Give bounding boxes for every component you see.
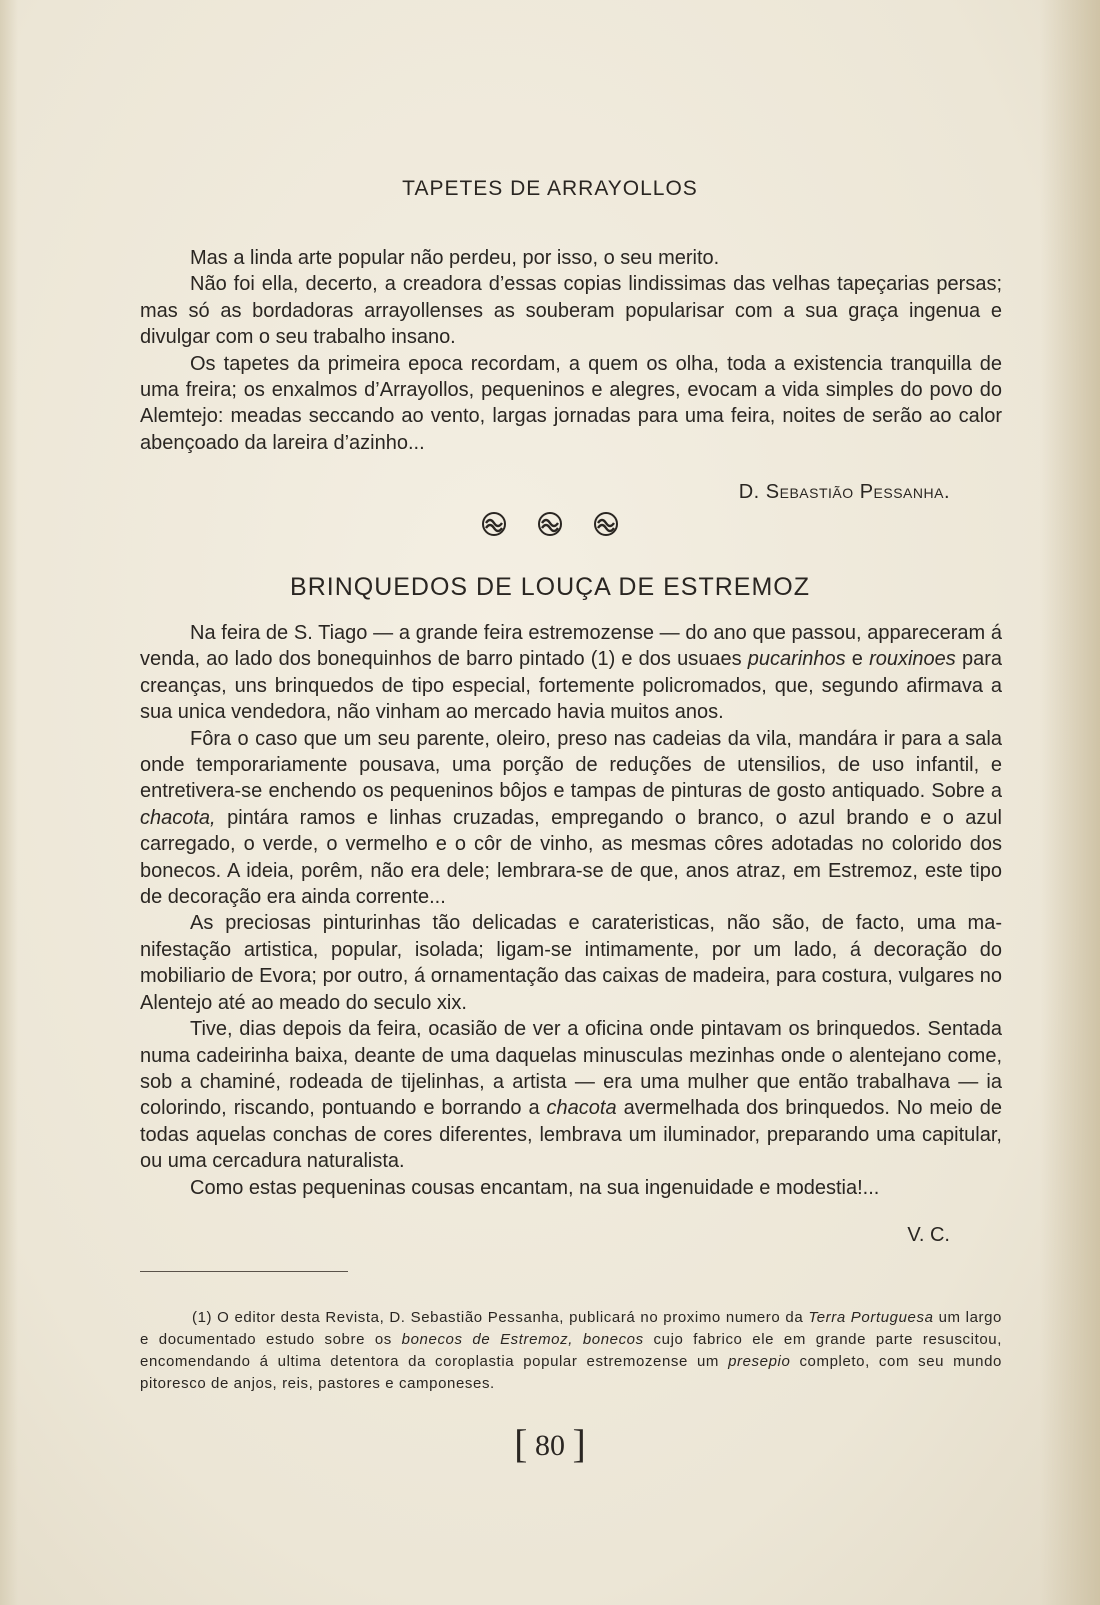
footnote-number: (1) <box>192 1309 213 1326</box>
footnote: (1) O editor desta Revista, D. Sebastião Pessanha, publicará no proximo numero da Terra Portuguesa um largo e documentado estudo sobre os bonecos de Estremoz, bonecos cujo fabrico ele em grande parte resuscitou, encomendando á ultima detentora da coroplastia popular estremozense um presepio completo, com seu mundo pitoresco de anjos, reis, pastores e camponeses. <box>140 1309 1002 1392</box>
leaf-fleuron-icon <box>592 510 620 543</box>
paragraph: Tive, dias depois da feira, ocasião de ver a oficina onde pintavam os brinquedos. Sentada numa cadeirinha baixa, deante de uma daquelas minusculas mezinhas onde o alentejano come, sob a chaminé, rodeada de tijelinhas, a artista — era uma mulher que então trabalhava — ia colorindo, riscando, pontuando e borrando a chacota avermelhada dos brinquedos. No meio de todas aquelas conchas de cores diferentes, lembrava um iluminador, preparando uma capitular, ou uma cercadura naturalista. <box>140 1018 1002 1173</box>
ornament-divider <box>0 510 1100 543</box>
section-brinquedos-text <box>140 620 1002 1201</box>
paragraph: Não foi ella, decerto, a creadora d’essas copias lindissimas das velhas tapeçarias persas; mas só as bordadoras arrayollenses as souberam popularisar com a sua graça ingenua e divulgar com o seu trabalho insano. <box>140 273 1002 349</box>
leaf-fleuron-icon <box>536 510 564 543</box>
footnote-rule <box>140 1271 348 1272</box>
leaf-fleuron-icon <box>480 510 508 543</box>
paragraph: Como estas pequeninas cousas encantam, na sua ingenuidade e modestia!... <box>190 1176 880 1199</box>
section-tapetes-text <box>140 245 1002 456</box>
page-number: [ 80 ] <box>514 1421 586 1466</box>
running-head: TAPETES DE ARRAYOLLOS <box>402 177 698 200</box>
author-signature: D. Sebastião Pessanha. <box>738 481 950 503</box>
page-edge-shadow-left <box>0 0 18 1605</box>
page-edge-shadow-right <box>1040 0 1100 1605</box>
section-title: BRINQUEDOS DE LOUÇA DE ESTREMOZ <box>290 573 810 601</box>
paragraph: Os tapetes da primeira epoca recordam, a quem os olha, toda a existencia tranquilla de uma freira; os enxalmos d’Arrayollos, pequeninos e alegres, evocam a vida simples do povo do Alemtejo: meadas seccando ao vento, largas jornadas para uma feira, noites de serão ao calor abençoado da lareira d’azinho... <box>140 352 1002 454</box>
author-signature: V. C. <box>907 1224 950 1246</box>
paragraph: Fôra o caso que um seu parente, oleiro, preso nas cadeias da vila, mandára ir para a sala onde temporariamente pousava, uma porção de reduções de utensilios, de uso infantil, e entretivera-se enchendo os pequeninos bôjos e tampas de pinturas de gosto antiquado. Sobre a chacota, pintára ramos e linhas cruzadas, empregando o branco, o azul brando e o azul carregado, o verde, o vermelho e o côr de vinho, as mesmas côres adotadas no colorido dos bonecos. A ideia, porêm, não era dele; lembrara-se de que, anos atraz, em Estremoz, este tipo de decoração era ainda corrente... <box>140 727 1002 909</box>
paragraph: Mas a linda arte popular não perdeu, por isso, o seu merito. <box>190 247 720 269</box>
paragraph: As preciosas pinturinhas tão delicadas e carateristicas, não são, de facto, uma manifestação artistica, popular, isolada; ligam-se intimamente, por um lado, á decoração do mobiliario de Evora; por outro, á ornamentação das caixas de madeira, para costura, vulgares no Alentejo até ao meado do seculo xix. <box>140 912 1002 1014</box>
paragraph: Na feira de S. Tiago — a grande feira estremozense — do ano que passou, appareceram á venda, ao lado dos bonequinhos de barro pintado (1) e dos usuaes pucarinhos e rouxinoes para creanças, uns brinquedos de tipo especial, fortemente policromados, que, segundo afirmava a sua unica vendedora, não vinham ao mercado havia muitos anos. <box>140 622 1002 724</box>
